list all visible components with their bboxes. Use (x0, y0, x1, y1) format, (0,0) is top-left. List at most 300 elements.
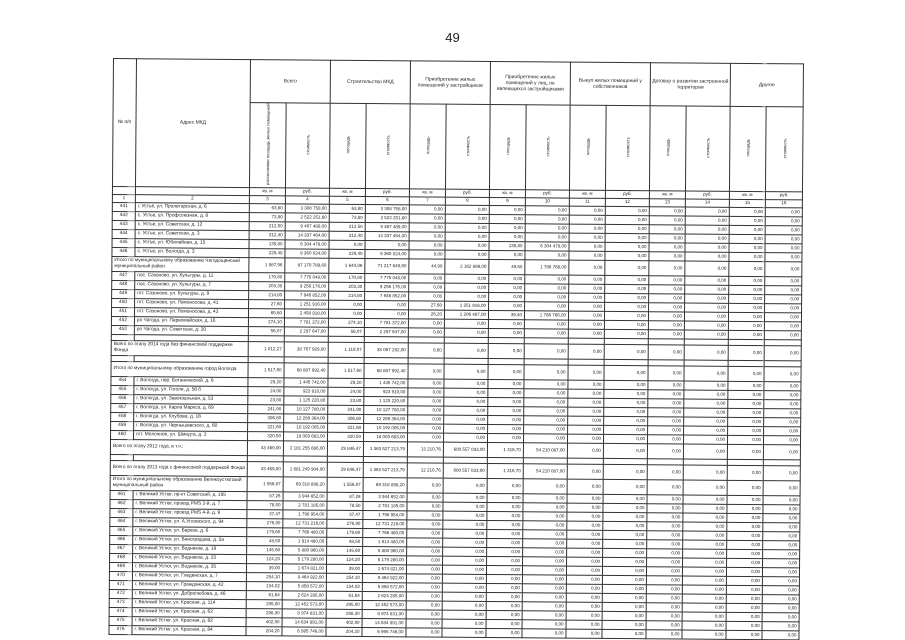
address-cell: с. Устье, ул. Советская, д. 3 (135, 229, 249, 239)
row-number: 444 (112, 229, 135, 238)
value-cell: 3 308 758,00 (365, 204, 409, 213)
value-cell: 0,00 (684, 345, 728, 360)
row-number: 472 (109, 589, 132, 598)
value-cell: 1 517,60 (328, 363, 364, 378)
value-cell: 0,00 (443, 529, 487, 538)
value-cell: 135,80 (249, 239, 285, 248)
value-cell: 0,00 (525, 205, 569, 214)
value-cell: 0,00 (445, 274, 489, 283)
value-cell: 0,00 (727, 549, 763, 558)
value-cell: 0,00 (444, 424, 488, 433)
value-cell: 0,00 (648, 416, 684, 425)
value-cell: 1 881 249 904,00 (283, 462, 327, 477)
value-cell: 0,00 (406, 619, 442, 628)
value-cell: 0,00 (605, 302, 649, 311)
address-cell: с. Устье, ул. Профсоюзная, д. 8 (135, 211, 249, 221)
value-cell: 7 766 480,00 (363, 528, 407, 537)
value-cell: 1 914 480,00 (363, 537, 407, 546)
column-number: 5 (329, 196, 365, 204)
value-cell: 0,00 (727, 465, 763, 480)
value-cell: 0,00 (726, 585, 762, 594)
units-cell: кв. м (649, 190, 685, 198)
value-cell: 1 119,07 (328, 342, 364, 357)
value-cell: 0,00 (726, 612, 762, 621)
value-cell: 7 775 048,00 (285, 273, 329, 282)
value-cell: 0,00 (486, 592, 522, 601)
value-cell: 0,00 (489, 205, 525, 214)
value-cell: 0,00 (568, 416, 604, 425)
value-cell: 0,00 (682, 612, 726, 621)
value-cell: 0,00 (603, 494, 647, 503)
value-cell: 0,00 (649, 233, 685, 242)
value-cell: 0,00 (566, 629, 602, 638)
value-cell: 306,80 (248, 413, 284, 422)
header-group-construction: Строительство МКД (330, 60, 410, 104)
value-cell: 0,00 (605, 242, 649, 251)
value-cell: 0,00 (683, 549, 727, 558)
value-cell: 0,00 (406, 592, 442, 601)
value-cell: 203,30 (249, 281, 285, 290)
value-cell: 0,00 (763, 558, 800, 567)
value-cell: 0,00 (605, 233, 649, 242)
address-cell: пгт. Сазоново, ул. Ломоносова, д. 43 (134, 307, 248, 317)
value-cell: 0,00 (523, 493, 567, 502)
value-cell: 0,00 (684, 366, 728, 381)
value-cell: 1 914 480,00 (283, 537, 327, 546)
value-cell: 0,00 (603, 539, 647, 548)
value-cell: 170,80 (329, 273, 365, 282)
value-cell: 0,00 (409, 283, 445, 292)
value-cell: 0,00 (764, 408, 801, 417)
units-cell: руб. (605, 190, 649, 198)
value-cell: 0,00 (729, 276, 765, 285)
table-header (112, 59, 803, 208)
units-cell: кв. м (569, 190, 605, 198)
value-cell: 0,00 (646, 584, 682, 593)
value-cell: 0,00 (602, 584, 646, 593)
value-cell: 0,00 (522, 574, 566, 583)
value-cell: 1 251 916,00 (445, 301, 489, 310)
value-cell: 254,10 (246, 572, 282, 581)
value-cell: 298,30 (326, 609, 362, 618)
value-cell: 43 469,00 (247, 440, 283, 455)
value-cell: 0,00 (728, 381, 764, 390)
value-cell: 0,00 (409, 223, 445, 232)
value-cell: 0,00 (646, 575, 682, 584)
value-cell: 402,90 (246, 617, 282, 626)
value-cell: 0,00 (488, 328, 524, 337)
value-cell: 23,80 (248, 395, 284, 404)
value-cell: 0,00 (728, 366, 764, 381)
value-cell: 0,00 (444, 343, 488, 358)
value-cell: 0,00 (726, 594, 762, 603)
value-cell: 6 995 746,00 (282, 627, 326, 636)
value-cell: 0,00 (684, 381, 728, 390)
value-cell: 229,40 (329, 249, 365, 258)
subtotal-label: Всего по этапу 2013 года с финансовой поддержкой Фонда (110, 460, 247, 476)
value-cell: 0,00 (647, 443, 683, 458)
value-cell: 0,00 (567, 557, 603, 566)
value-cell: 14 337 464,00 (285, 231, 329, 240)
value-cell: 0,00 (488, 364, 524, 379)
row-number: 449 (112, 289, 135, 298)
value-cell: 0,00 (684, 408, 728, 417)
value-cell: 1 674 821,00 (282, 564, 326, 573)
value-cell: 10 192 005,00 (284, 423, 328, 432)
row-number: 474 (109, 607, 132, 616)
value-cell: 0,00 (409, 292, 445, 301)
value-cell: 0,00 (329, 300, 365, 309)
value-cell: 0,00 (523, 529, 567, 538)
value-cell: 0,00 (487, 478, 523, 493)
value-cell: 0,00 (407, 529, 443, 538)
value-cell: 0,00 (486, 628, 522, 637)
value-cell: 38 767 929,00 (284, 342, 328, 357)
value-cell: 0,00 (683, 558, 727, 567)
value-cell: 0,00 (604, 344, 648, 359)
address-cell: г. Великий Устюг, ул. Красная, д. 62 (132, 607, 246, 617)
value-cell: 0,00 (684, 417, 728, 426)
value-cell: 39,00 (246, 563, 282, 572)
value-cell: 0,00 (523, 502, 567, 511)
column-number: 14 (685, 199, 729, 207)
value-cell: 39,00 (326, 564, 362, 573)
value-cell: 229,40 (249, 248, 285, 257)
value-cell: 0,00 (566, 611, 602, 620)
column-number: 8 (445, 197, 489, 205)
value-cell: 0,00 (406, 574, 442, 583)
value-cell: 61,64 (246, 590, 282, 599)
value-cell: 2 181 255 686,00 (283, 441, 327, 456)
value-cell: 0,00 (647, 530, 683, 539)
value-cell: 0,00 (764, 390, 801, 399)
column-number: 10 (525, 197, 569, 205)
resettlement-table-wrapper (108, 58, 803, 640)
value-cell: 0,00 (605, 215, 649, 224)
value-cell: 0,00 (444, 406, 488, 415)
subheader-cell: стоимость (365, 103, 410, 188)
value-cell: 179,60 (327, 528, 363, 537)
value-cell: 320,50 (248, 431, 284, 440)
value-cell: 0,00 (604, 320, 648, 329)
value-cell: 0,00 (567, 521, 603, 530)
value-cell: 0,00 (728, 345, 764, 360)
row-number: 467 (110, 544, 133, 553)
units-cell: руб. (685, 191, 729, 199)
value-cell: 0,00 (764, 381, 801, 390)
value-cell: 0,00 (522, 592, 566, 601)
value-cell: 0,00 (685, 303, 729, 312)
value-cell: 49,60 (489, 259, 525, 274)
value-cell: 0,00 (683, 522, 727, 531)
value-cell: 0,00 (763, 495, 800, 504)
value-cell: 0,00 (685, 243, 729, 252)
row-number: 455 (111, 385, 134, 394)
header-address: Адрес МКД (135, 59, 250, 188)
value-cell: 0,00 (648, 434, 684, 443)
value-cell: 12 731 216,00 (363, 519, 407, 528)
value-cell: 923 910,00 (284, 387, 328, 396)
row-number: 460 (111, 430, 134, 439)
value-cell: 10 127 780,00 (284, 405, 328, 414)
column-number: 2 (135, 194, 249, 203)
value-cell: 0,00 (408, 343, 444, 358)
value-cell: 0,00 (566, 575, 602, 584)
value-cell: 0,00 (566, 584, 602, 593)
value-cell: 0,00 (487, 502, 523, 511)
value-cell: 312,40 (249, 230, 285, 239)
value-cell: 14 634 891,00 (362, 618, 406, 627)
value-cell: 7 781 372,00 (284, 318, 328, 327)
row-number: 475 (109, 616, 132, 625)
value-cell: 0,00 (647, 557, 683, 566)
value-cell: 306,80 (328, 414, 364, 423)
address-cell: г. Устье, ул. Пролетарская, д. 6 (135, 202, 249, 212)
value-cell: 0,00 (729, 216, 765, 225)
value-cell: 0,00 (682, 567, 726, 576)
row-number: 465 (110, 526, 133, 535)
address-cell: г. Великий Устюг, пр-кт Советский, д. 195 (133, 490, 247, 500)
value-cell: 600 557 033,00 (443, 442, 487, 457)
value-cell: 0,00 (567, 443, 603, 458)
value-cell: 0,00 (762, 630, 799, 639)
value-cell: 0,00 (407, 433, 443, 442)
subheader-cell: стоимость (525, 105, 570, 190)
subheader-cell: стоимость (285, 103, 330, 188)
value-cell: 0,00 (764, 435, 801, 444)
value-cell: 0,00 (726, 603, 762, 612)
value-cell: 0,00 (684, 390, 728, 399)
value-cell: 145,60 (327, 546, 363, 555)
subheader-cell: расселяемая площадь жилых помещений (249, 103, 286, 188)
value-cell: 44,90 (409, 259, 445, 274)
value-cell: 0,00 (488, 319, 524, 328)
value-cell: 0,00 (568, 389, 604, 398)
value-cell: 0,00 (765, 303, 802, 312)
value-cell: 0,00 (488, 343, 524, 358)
row-number: 464 (110, 517, 133, 526)
value-cell: 23,80 (328, 396, 364, 405)
value-cell: 0,00 (524, 379, 568, 388)
value-cell: 0,00 (523, 556, 567, 565)
address-cell: г. Великий Устюг, ул. Водников, д. 19 (133, 544, 247, 554)
value-cell: 0,00 (762, 567, 799, 576)
value-cell: 37,47 (327, 510, 363, 519)
value-cell: 0,00 (764, 321, 801, 330)
value-cell: 0,00 (765, 276, 802, 285)
row-number: 476 (109, 625, 132, 634)
value-cell: 0,00 (409, 232, 445, 241)
value-cell: 0,00 (646, 602, 682, 611)
value-cell: 5 179 280,00 (363, 555, 407, 564)
value-cell: 0,00 (685, 225, 729, 234)
value-cell: 8 974 831,00 (362, 609, 406, 618)
value-cell: 0,00 (488, 397, 524, 406)
row-number: 454 (111, 376, 134, 385)
value-cell: 9 256 176,00 (365, 282, 409, 291)
address-cell: рп Чагода, ул. Советская, д. 20 (134, 325, 248, 335)
value-cell: 0,00 (566, 566, 602, 575)
column-number: 3 (249, 195, 285, 203)
value-cell: 0,00 (685, 252, 729, 261)
units-cell: руб. (765, 191, 802, 199)
value-cell: 0,00 (684, 399, 728, 408)
value-cell: 0,00 (685, 234, 729, 243)
value-cell: 0,00 (602, 611, 646, 620)
value-cell: 276,90 (247, 518, 283, 527)
value-cell: 212,50 (329, 222, 365, 231)
value-cell: 0,00 (603, 548, 647, 557)
value-cell: 0,00 (486, 583, 522, 592)
value-cell: 3 944 652,00 (363, 492, 407, 501)
value-cell: 0,00 (566, 602, 602, 611)
value-cell: 0,00 (365, 240, 409, 249)
value-cell: 0,00 (729, 207, 765, 216)
value-cell: 0,00 (764, 345, 801, 360)
value-cell: 54 210 087,00 (523, 442, 567, 457)
value-cell: 0,00 (569, 242, 605, 251)
row-number: 457 (111, 403, 134, 412)
column-number: 4 (285, 196, 329, 204)
value-cell: 0,00 (567, 530, 603, 539)
value-cell: 0,00 (648, 425, 684, 434)
value-cell: 0,00 (647, 479, 683, 494)
value-cell: 29 846,47 (327, 462, 363, 477)
value-cell: 1 363 527 213,79 (363, 441, 407, 456)
value-cell: 0,00 (567, 494, 603, 503)
value-cell: 0,00 (524, 415, 568, 424)
value-cell: 0,00 (567, 479, 603, 494)
value-cell: 1 125 220,80 (364, 396, 408, 405)
value-cell: 1 445 742,00 (284, 378, 328, 387)
value-cell: 71 217 649,60 (365, 258, 409, 273)
value-cell: 135,80 (489, 241, 525, 250)
value-cell: 0,00 (406, 610, 442, 619)
value-cell: 12 210,76 (407, 463, 443, 478)
value-cell: 5 858 572,00 (282, 582, 326, 591)
value-cell: 0,00 (487, 433, 523, 442)
value-cell: 0,00 (602, 575, 646, 584)
column-number: 9 (489, 197, 525, 205)
value-cell: 0,00 (407, 502, 443, 511)
row-number: 446 (112, 247, 135, 256)
value-cell: 0,00 (524, 424, 568, 433)
row-number: 450 (112, 298, 135, 307)
value-cell: 0,00 (649, 302, 685, 311)
value-cell: 14 634 891,00 (282, 618, 326, 627)
value-cell: 0,00 (729, 225, 765, 234)
units-cell: кв. м (729, 191, 765, 199)
subtotal-label: Всего по этапу 2014 года без финансовой поддержки Фонда (111, 340, 248, 356)
value-cell: 0,00 (566, 593, 602, 602)
value-cell: 0,00 (409, 250, 445, 259)
address-cell: с. Устье, ул. Советская, д. 12 (135, 220, 249, 230)
value-cell: 0,00 (765, 225, 802, 234)
value-cell: 0,00 (604, 389, 648, 398)
value-cell: 0,00 (647, 494, 683, 503)
address-cell: пгт. Сазоново, ул. Ломоносова, д. 41 (135, 298, 249, 308)
value-cell: 0,00 (683, 531, 727, 540)
value-cell: 0,00 (524, 343, 568, 358)
value-cell: 0,00 (442, 565, 486, 574)
value-cell: 0,00 (684, 426, 728, 435)
value-cell: 7 946 852,00 (365, 291, 409, 300)
value-cell: 0,00 (522, 601, 566, 610)
value-cell: 0,00 (764, 312, 801, 321)
value-cell: 0,00 (683, 504, 727, 513)
value-cell: 56,07 (248, 326, 284, 335)
value-cell: 0,00 (522, 610, 566, 619)
value-cell: 0,00 (646, 629, 682, 638)
value-cell: 0,00 (444, 328, 488, 337)
units-cell: руб. (285, 188, 329, 196)
value-cell: 2 781 185,00 (283, 501, 327, 510)
value-cell: 7 775 048,00 (365, 273, 409, 282)
row-number: 463 (110, 508, 133, 517)
value-cell: 0,00 (604, 425, 648, 434)
value-cell: 0,00 (762, 612, 799, 621)
value-cell: 0,00 (647, 548, 683, 557)
units-cell: руб. (445, 189, 489, 197)
value-cell: 0,00 (648, 365, 684, 380)
value-cell: 0,00 (408, 397, 444, 406)
value-cell: 0,00 (685, 294, 729, 303)
value-cell: 0,00 (407, 538, 443, 547)
address-cell: г. Великий Устюг, ул. Гражданская, д. 42 (132, 580, 246, 590)
value-cell: 0,00 (568, 320, 604, 329)
value-cell: 0,00 (604, 416, 648, 425)
value-cell: 0,00 (762, 576, 799, 585)
row-number: 456 (111, 394, 134, 403)
value-cell: 0,00 (603, 464, 647, 479)
header-group-territory-development: Договор о развитии застроенной территории (650, 63, 730, 107)
address-cell: г. Великий Устюг, проезд PMS 4-й, д. 9 (133, 508, 247, 518)
value-cell: 0,00 (487, 538, 523, 547)
value-cell: 0,00 (649, 284, 685, 293)
value-cell: 0,00 (408, 388, 444, 397)
value-cell: 0,00 (682, 585, 726, 594)
value-cell: 0,00 (486, 610, 522, 619)
value-cell: 0,00 (569, 284, 605, 293)
value-cell: 0,00 (445, 223, 489, 232)
value-cell: 0,00 (602, 593, 646, 602)
value-cell: 0,00 (646, 611, 682, 620)
row-number: 447 (112, 271, 135, 280)
value-cell: 124,20 (327, 555, 363, 564)
value-cell: 0,00 (489, 250, 525, 259)
value-cell: 9 467 489,00 (285, 222, 329, 231)
value-cell: 0,00 (406, 583, 442, 592)
value-cell: 0,00 (522, 583, 566, 592)
subheader-cell: площадь (409, 104, 446, 189)
value-cell: 0,00 (445, 250, 489, 259)
value-cell: 0,00 (683, 495, 727, 504)
value-cell: 2 522 251,80 (365, 213, 409, 222)
value-cell: 0,00 (442, 628, 486, 637)
address-cell: г. Вологда, ул. Карла Маркса, д. 69 (134, 403, 248, 413)
value-cell: 0,00 (764, 417, 801, 426)
value-cell: 29,20 (328, 378, 364, 387)
value-cell: 5 179 280,00 (283, 555, 327, 564)
value-cell: 0,00 (762, 585, 799, 594)
value-cell: 69 318 898,20 (283, 477, 327, 492)
value-cell: 0,00 (524, 388, 568, 397)
value-cell: 2 458 918,00 (284, 309, 328, 318)
value-cell: 0,00 (407, 478, 443, 493)
value-cell: 0,00 (685, 261, 729, 276)
value-cell: 0,00 (488, 415, 524, 424)
header-group-total: Всего (250, 60, 330, 104)
